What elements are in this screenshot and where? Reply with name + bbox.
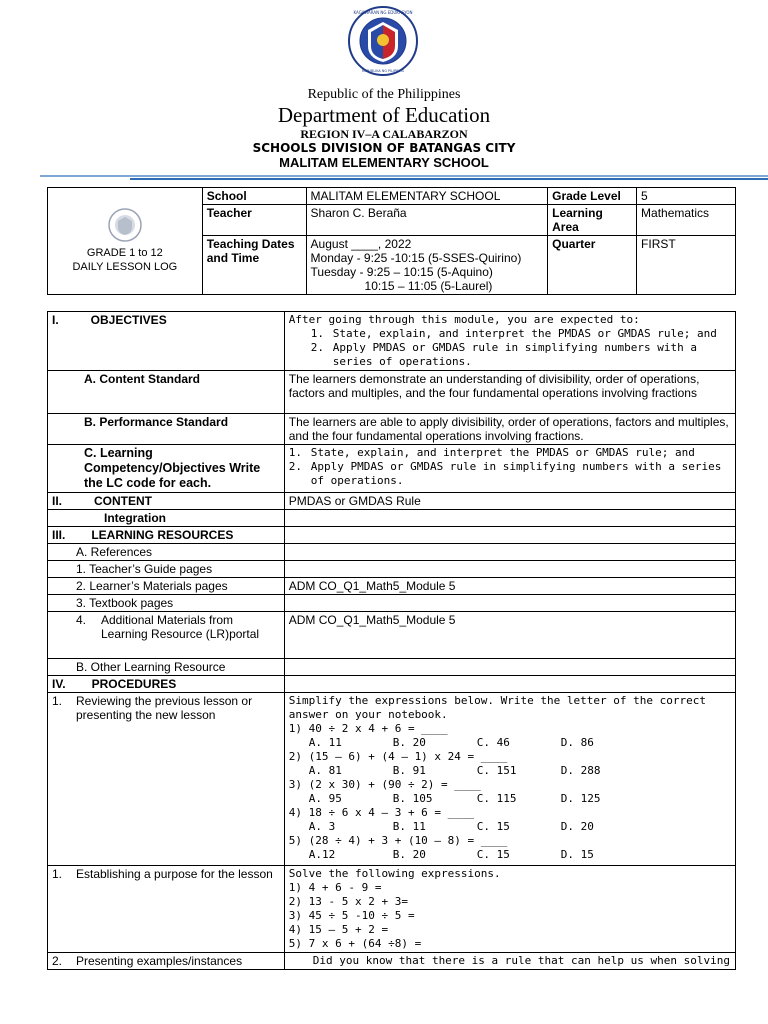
review-option-d: D. 86: [560, 736, 594, 749]
deped-seal: [348, 6, 418, 76]
review-cell: [284, 693, 735, 866]
objectives-row: [48, 312, 736, 371]
review-option-b: B. 11: [392, 820, 426, 833]
republic-line: Republic of the Philippines: [307, 87, 461, 102]
content-row: [48, 493, 736, 510]
performance-standard-row: [48, 414, 736, 445]
teaching-dates-value: [306, 236, 548, 295]
small-seal-icon: [108, 208, 142, 242]
content-standard-label: A. Content Standard: [48, 371, 285, 414]
school-line: MALITAM ELEMENTARY SCHOOL: [279, 155, 489, 170]
additional-materials-text: ADM CO_Q1_Math5_Module 5: [284, 612, 735, 659]
review-option-d: D. 20: [560, 820, 594, 833]
objective-item: 1. State, explain, and interpret the PMDAS or GMDAS rule; and: [310, 327, 717, 340]
textbook-label: 3. Textbook pages: [48, 595, 285, 612]
purpose-label: Establishing a purpose for the lesson: [76, 867, 273, 881]
learners-materials-label: 2. Learner’s Materials pages: [48, 578, 285, 595]
review-question: 5) (28 ÷ 4) + 3 + (10 – 8) = ____: [288, 834, 508, 847]
review-num: 1.: [52, 694, 63, 708]
purpose-item: 4) 15 – 5 + 2 =: [288, 923, 389, 936]
grade-log-line-1: GRADE 1 to 12: [86, 247, 163, 259]
purpose-intro: Solve the following expressions.: [288, 867, 501, 880]
review-options: [289, 848, 731, 862]
content-label: CONTENT: [94, 494, 153, 508]
review-options: [289, 792, 731, 806]
grade-level-label: Grade Level: [548, 188, 637, 205]
review-option-a: A.12: [308, 848, 336, 861]
grade-level-value: 5: [637, 188, 736, 205]
seal-subtext: REPUBLIKA NG PILIPINAS: [361, 69, 405, 73]
school-value: MALITAM ELEMENTARY SCHOOL: [306, 188, 548, 205]
review-question: 2) (15 – 6) + (4 – 1) x 24 = ____: [288, 750, 508, 763]
review-option-d: D. 288: [560, 764, 601, 777]
resources-row: [48, 527, 736, 544]
integration-label: Integration: [48, 510, 285, 527]
learning-area-label: Learning Area: [548, 205, 637, 236]
performance-standard-label: B. Performance Standard: [48, 414, 285, 445]
quarter-label: Quarter: [548, 236, 637, 295]
review-question: 1) 40 ÷ 2 x 4 + 6 = ____: [288, 722, 448, 735]
presenting-num: 2.: [52, 954, 63, 968]
purpose-item: 3) 45 ÷ 5 -10 ÷ 5 =: [288, 909, 415, 922]
procedures-num: IV.: [52, 677, 66, 691]
competency-item: 2. Apply PMDAS or GMDAS rule in simplifying numbers with a series of operations.: [288, 460, 722, 487]
review-option-d: D. 125: [560, 792, 601, 805]
presenting-label: Presenting examples/instances: [76, 954, 243, 968]
textbook-row: [48, 595, 736, 612]
grade-log-line-2: DAILY LESSON LOG: [72, 261, 178, 273]
review-option-c: C. 115: [476, 792, 517, 805]
presenting-text: Did you know that there is a rule that can help us when solving: [284, 953, 735, 970]
integration-row: [48, 510, 736, 527]
presenting-row: [48, 953, 736, 970]
teaching-dates-label: Teaching Dates and Time: [202, 236, 306, 295]
content-text: PMDAS or GMDAS Rule: [284, 493, 735, 510]
competency-label: C. Learning Competency/Objectives Write the LC code for each.: [48, 445, 285, 493]
objectives-label: OBJECTIVES: [90, 313, 167, 327]
review-option-a: A. 81: [308, 764, 342, 777]
review-options: [289, 820, 731, 834]
review-option-b: B. 20: [392, 848, 426, 861]
seal-text: KAGAWARAN NG EDUKASYON: [353, 10, 413, 15]
schedule-tuesday: Tuesday - 9:25 – 10:15 (5-Aquino): [310, 265, 493, 279]
date-line: August ____, 2022: [310, 237, 412, 251]
lesson-info-table: [47, 187, 736, 295]
learners-materials-row: [48, 578, 736, 595]
other-resource-row: [48, 659, 736, 676]
teachers-guide-row: [48, 561, 736, 578]
competency-row: [48, 445, 736, 493]
review-options: [289, 736, 731, 750]
schedule-monday: Monday - 9:25 -10:15 (5-SSES-Quirino): [310, 251, 522, 265]
procedures-label: PROCEDURES: [91, 677, 177, 691]
header-rule-accent: [130, 178, 768, 180]
review-option-c: C. 15: [476, 820, 510, 833]
schedule-tuesday-2: 10:15 – 11:05 (5-Laurel): [364, 279, 493, 293]
content-standard-row: [48, 371, 736, 414]
purpose-row: [48, 866, 736, 953]
review-option-a: A. 95: [308, 792, 342, 805]
review-question: 3) (2 x 30) + (90 ÷ 2) = ____: [288, 778, 481, 791]
review-option-b: B. 91: [392, 764, 426, 777]
learning-area-value: Mathematics: [637, 205, 736, 236]
additional-materials-label: Additional Materials from Learning Resource (LR)portal: [101, 613, 260, 641]
review-option-a: A. 11: [308, 736, 342, 749]
learners-materials-text: ADM CO_Q1_Math5_Module 5: [284, 578, 735, 595]
purpose-item: 5) 7 x 6 + (64 ÷8) =: [288, 937, 422, 950]
review-option-c: C. 151: [476, 764, 517, 777]
references-row: [48, 544, 736, 561]
purpose-cell: [284, 866, 735, 953]
resources-num: III.: [52, 528, 66, 542]
header-rule: [40, 175, 768, 177]
purpose-item: 1) 4 + 6 - 9 =: [288, 881, 382, 894]
content-standard-text: The learners demonstrate an understanding of divisibility, order of operations, factors and multiples, and the four fundamental operations involving fractions: [284, 371, 735, 414]
review-options: [289, 764, 731, 778]
lesson-log-table: [47, 311, 736, 970]
review-row: [48, 693, 736, 866]
objectives-intro: After going through this module, you are expected to:: [288, 313, 640, 326]
teacher-label: Teacher: [202, 205, 306, 236]
review-label: Reviewing the previous lesson or presenting the new lesson: [76, 694, 253, 722]
region-line: REGION IV–A CALABARZON: [300, 127, 468, 141]
review-option-b: B. 105: [392, 792, 433, 805]
review-option-a: A. 3: [308, 820, 336, 833]
resources-label: LEARNING RESOURCES: [91, 528, 234, 542]
additional-materials-num: 4.: [76, 613, 87, 627]
other-resource-label: B. Other Learning Resource: [48, 659, 285, 676]
review-question: 4) 18 ÷ 6 x 4 – 3 + 6 = ____: [288, 806, 475, 819]
purpose-num: 1.: [52, 867, 63, 881]
objectives-num: I.: [52, 313, 59, 327]
department-title: Department of Education: [277, 103, 491, 127]
review-intro: Simplify the expressions below. Write the letter of the correct answer on your notebook.: [288, 694, 706, 721]
competency-item: 1. State, explain, and interpret the PMDAS or GMDAS rule; and: [288, 446, 695, 459]
additional-materials-row: [48, 612, 736, 659]
quarter-value: FIRST: [637, 236, 736, 295]
review-option-c: C. 15: [476, 848, 510, 861]
review-option-d: D. 15: [560, 848, 594, 861]
procedures-row: [48, 676, 736, 693]
purpose-item: 2) 13 - 5 x 2 + 3=: [288, 895, 408, 908]
content-num: II.: [52, 494, 63, 508]
teacher-value: Sharon C. Beraña: [306, 205, 548, 236]
review-option-b: B. 20: [392, 736, 426, 749]
review-option-c: C. 46: [476, 736, 510, 749]
references-label: A. References: [48, 544, 285, 561]
division-line: SCHOOLS DIVISION OF BATANGAS CITY: [252, 141, 516, 155]
objective-item: 2. Apply PMDAS or GMDAS rule in simplifying numbers with a series of operations.: [310, 341, 697, 368]
school-label: School: [202, 188, 306, 205]
performance-standard-text: The learners are able to apply divisibility, order of operations, factors and multiples, and the four fundamental operations involving fractions.: [284, 414, 735, 445]
teachers-guide-label: 1. Teacher’s Guide pages: [48, 561, 285, 578]
